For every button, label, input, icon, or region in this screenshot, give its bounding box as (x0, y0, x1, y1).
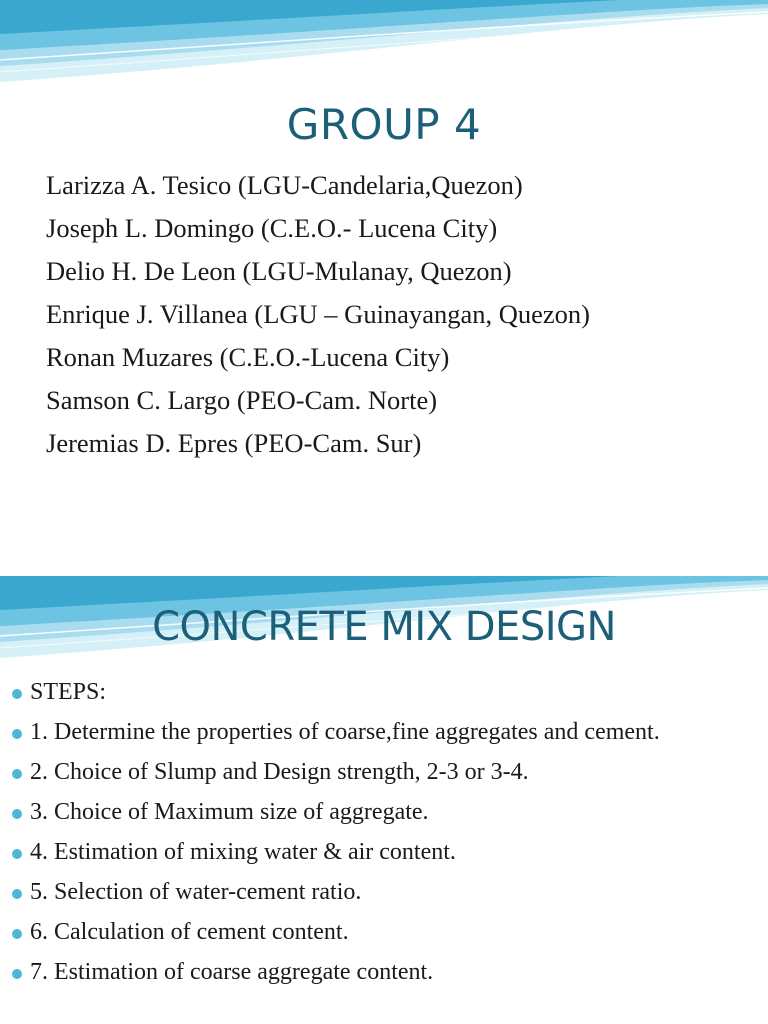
step-item (12, 676, 752, 709)
member-item: Delio H. De Leon (LGU-Mulanay, Quezon) (46, 256, 512, 286)
step-item (12, 716, 752, 749)
member-item: Samson C. Largo (PEO-Cam. Norte) (46, 385, 438, 415)
wave-header-decoration (0, 0, 768, 90)
step-text: 7. Estimation of coarse aggregate content. (30, 959, 434, 985)
step-text: 2. Choice of Slump and Design strength, 2-3 or 3-4. (30, 759, 529, 785)
steps-list (12, 676, 752, 996)
step-item (12, 796, 752, 829)
step-text: 1. Determine the properties of coarse,fine aggregates and cement. (30, 719, 660, 745)
slide-divider (0, 554, 768, 576)
step-text: STEPS: (30, 679, 107, 705)
step-text: 4. Estimation of mixing water & air content. (30, 839, 456, 865)
slide-title: GROUP 4 (286, 100, 482, 149)
step-item (12, 756, 752, 789)
bullet-icon (12, 929, 22, 939)
step-text: 6. Calculation of cement content. (30, 919, 349, 945)
member-item: Enrique J. Villanea (LGU – Guinayangan, Quezon) (46, 299, 590, 329)
member-item: Jeremias D. Epres (PEO-Cam. Sur) (46, 428, 422, 458)
step-item (12, 876, 752, 909)
member-list (46, 164, 590, 465)
bullet-icon (12, 969, 22, 979)
bullet-icon (12, 849, 22, 859)
step-item (12, 916, 752, 949)
bullet-icon (12, 889, 22, 899)
member-item: Larizza A. Tesico (LGU-Candelaria,Quezon) (46, 170, 523, 200)
bullet-icon (12, 729, 22, 739)
slide-concrete-mix-design (0, 576, 768, 1024)
bullet-icon (12, 809, 22, 819)
slide-title: CONCRETE MIX DESIGN (152, 604, 616, 650)
step-text: 3. Choice of Maximum size of aggregate. (30, 799, 429, 825)
bullet-icon (12, 769, 22, 779)
step-text: 5. Selection of water-cement ratio. (30, 879, 362, 905)
bullet-icon (12, 689, 22, 699)
member-item: Ronan Muzares (C.E.O.-Lucena City) (46, 342, 450, 372)
member-item: Joseph L. Domingo (C.E.O.- Lucena City) (46, 213, 498, 243)
step-item (12, 956, 752, 989)
step-item (12, 836, 752, 869)
